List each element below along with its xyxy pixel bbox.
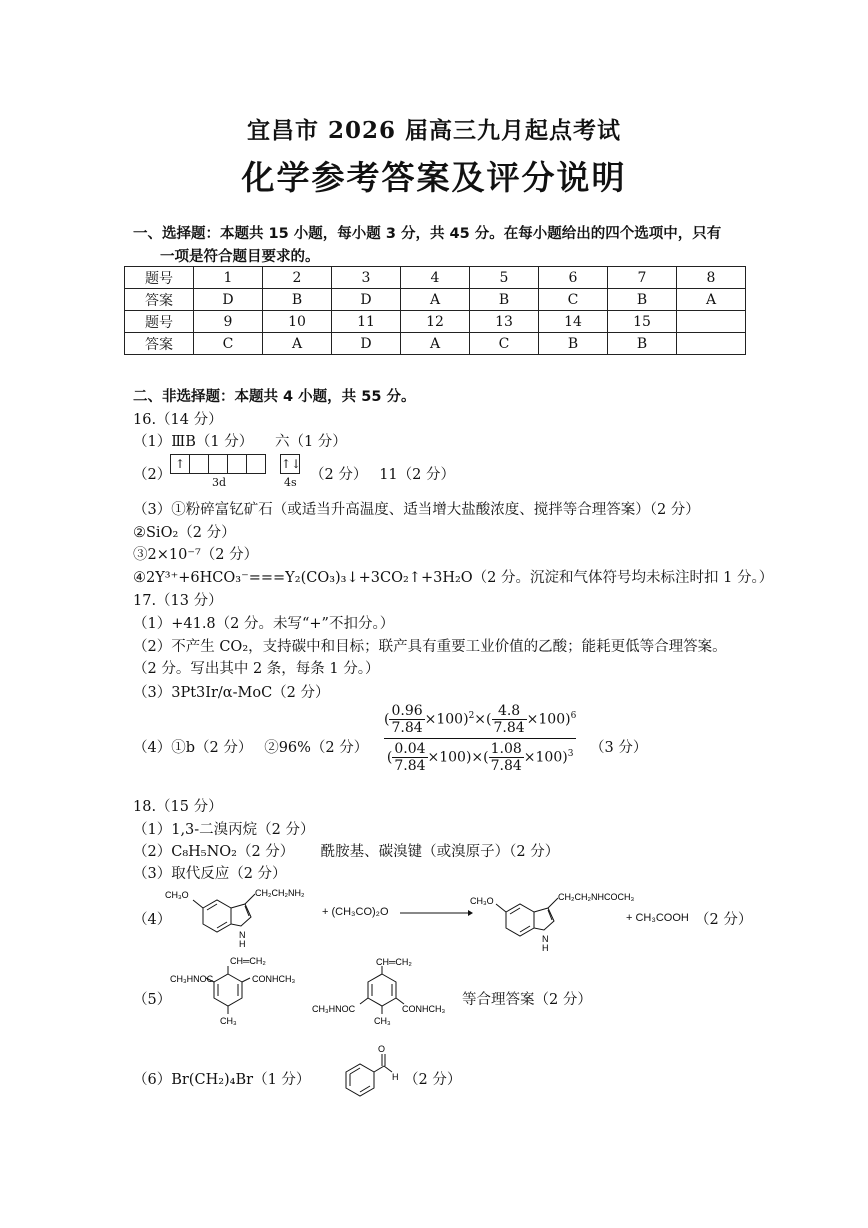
table-cell: 1 bbox=[194, 267, 263, 289]
q18-part6-score: （2 分） bbox=[404, 1072, 462, 1088]
expression-denominator: ( $\frac{0.04}{7.84}$ ×100)×( $\frac{1.08}{7.84}$ ×100)$^3$ bbox=[386, 741, 574, 774]
q17-part3: （3）3Pt3Ir/α-MoC（2 分） bbox=[133, 685, 330, 701]
q18-title: 18.（15 分） bbox=[133, 799, 223, 815]
table-cell: 14 bbox=[539, 311, 608, 333]
benzaldehyde-structure bbox=[328, 1042, 408, 1108]
orbital-box bbox=[227, 454, 247, 474]
table-cell bbox=[677, 333, 746, 355]
q18-part1: （1）1,3-二溴丙烷（2 分） bbox=[133, 822, 315, 838]
q16-part3b: ②SiO₂（2 分） bbox=[133, 525, 236, 541]
table-cell: A bbox=[263, 333, 332, 355]
acetic-acid-label: + CH₃COOH bbox=[626, 912, 689, 924]
q17-title: 17.（13 分） bbox=[133, 593, 223, 609]
q16-title: 16.（14 分） bbox=[133, 412, 223, 428]
q16-part2-label: （2） bbox=[133, 467, 172, 483]
table-row-header: 答案 bbox=[125, 289, 194, 311]
isomer-structure-2 bbox=[312, 956, 462, 1036]
table-cell: 9 bbox=[194, 311, 263, 333]
table-cell: 7 bbox=[608, 267, 677, 289]
table-row bbox=[125, 267, 746, 289]
orbital-label-3d: 3d bbox=[212, 476, 227, 489]
orbital-diagram-3d bbox=[171, 453, 266, 474]
q16-part2-score: （2 分） 11（2 分） bbox=[310, 467, 455, 483]
table-cell: B bbox=[263, 289, 332, 311]
table-cell: 2 bbox=[263, 267, 332, 289]
table-cell: B bbox=[608, 289, 677, 311]
table-cell: D bbox=[332, 289, 401, 311]
table-cell: 6 bbox=[539, 267, 608, 289]
table-cell: A bbox=[401, 333, 470, 355]
q17-part2: （2）不产生 CO₂，支持碳中和目标；联产具有重要工业价值的乙酸；能耗更低等合理答案。 bbox=[133, 639, 727, 655]
table-cell: C bbox=[539, 289, 608, 311]
equilibrium-constant-expression bbox=[384, 703, 576, 774]
table-cell: 13 bbox=[470, 311, 539, 333]
table-row-header: 题号 bbox=[125, 311, 194, 333]
vinyl-label: CH═CH₂ bbox=[230, 956, 266, 966]
q17-part4-score: （3 分） bbox=[590, 740, 648, 756]
q16-part3: （3）①粉碎富钇矿石（或适当升高温度、适当增大盐酸浓度、搅拌等合理答案）（2 分） bbox=[133, 502, 700, 518]
aldehyde-h-label: H bbox=[392, 1072, 399, 1082]
q17-part1: （1）+41.8（2 分。未写“+”不扣分。） bbox=[133, 616, 395, 632]
amide-right-label: CONHCH₃ bbox=[402, 1004, 446, 1014]
answer-table bbox=[124, 266, 746, 355]
table-cell: D bbox=[332, 333, 401, 355]
q18-part6: （6）Br(CH₂)₄Br（1 分） bbox=[133, 1072, 311, 1088]
table-row bbox=[125, 289, 746, 311]
table-cell: D bbox=[194, 289, 263, 311]
table-cell: 11 bbox=[332, 311, 401, 333]
tryptamine-structure bbox=[163, 884, 333, 948]
section2-heading: 二、非选择题：本题共 4 小题，共 55 分。 bbox=[133, 389, 416, 405]
indole-h-label: H bbox=[542, 943, 549, 953]
acetic-anhydride-label: + (CH₃CO)₂O bbox=[322, 906, 389, 918]
amide-left-label: CH₃HNOC bbox=[170, 974, 214, 984]
orbital-box bbox=[208, 454, 228, 474]
table-cell: 15 bbox=[608, 311, 677, 333]
orbital-label-4s: 4s bbox=[284, 476, 297, 489]
q16-part3c: ③2×10⁻⁷（2 分） bbox=[133, 547, 259, 563]
section1-heading-line2: 一项是符合题目要求的。 bbox=[160, 249, 320, 265]
table-cell: 8 bbox=[677, 267, 746, 289]
orbital-diagram-4s bbox=[281, 453, 300, 474]
isomer-structure-1 bbox=[168, 952, 318, 1032]
q17-part4: （4）①b（2 分） ②96%（2 分） bbox=[133, 740, 369, 756]
table-cell: A bbox=[677, 289, 746, 311]
methyl-label: CH₃ bbox=[374, 1016, 391, 1026]
q18-part4-label: （4） bbox=[133, 912, 172, 928]
indole-h-label: H bbox=[239, 939, 246, 949]
table-cell: 3 bbox=[332, 267, 401, 289]
amide-left-label: CH₃HNOC bbox=[312, 1004, 356, 1014]
table-row-header: 题号 bbox=[125, 267, 194, 289]
carbonyl-o-label: O bbox=[378, 1044, 386, 1054]
q16-part1: （1）ⅢB（1 分） 六（1 分） bbox=[133, 434, 347, 450]
table-cell: 10 bbox=[263, 311, 332, 333]
acetamide-side-chain-label: CH₂CH₂NHCOCH₃ bbox=[558, 892, 635, 902]
table-row-header: 答案 bbox=[125, 333, 194, 355]
table-row bbox=[125, 333, 746, 355]
answer-title: 化学参考答案及评分说明 bbox=[241, 158, 627, 197]
section1-heading-line1: 一、选择题：本题共 15 小题，每小题 3 分，共 45 分。在每小题给出的四个选项中，只有 bbox=[133, 226, 722, 242]
table-cell: 4 bbox=[401, 267, 470, 289]
table-cell bbox=[677, 311, 746, 333]
orbital-box bbox=[246, 454, 266, 474]
amide-right-label: CONHCH₃ bbox=[252, 974, 296, 984]
table-cell: 5 bbox=[470, 267, 539, 289]
q16-part3d: ④2Y³⁺+6HCO₃⁻===Y₂(CO₃)₃↓+3CO₂↑+3H₂O（2 分。沉淀和气体符号均未标注时扣 1 分。） bbox=[133, 570, 774, 586]
reaction-arrow bbox=[398, 904, 473, 918]
q18-part4-score: （2 分） bbox=[695, 912, 753, 928]
methoxy-label: CH₃O bbox=[165, 890, 189, 900]
methoxy-label: CH₃O bbox=[470, 896, 494, 906]
indole-n-label: N bbox=[542, 934, 549, 944]
expression-numerator: ( $\frac{0.96}{7.84}$ ×100)$^2$×( $\frac{4.8}{7.84}$ ×100)$^6$ bbox=[384, 703, 576, 739]
table-cell: B bbox=[608, 333, 677, 355]
q17-part2b: （2 分。写出其中 2 条，每条 1 分。） bbox=[133, 661, 380, 677]
orbital-box: ↑ bbox=[170, 454, 190, 474]
q18-part5-label: （5） bbox=[133, 992, 172, 1008]
table-cell: C bbox=[194, 333, 263, 355]
orbital-box: ↑↓ bbox=[280, 454, 300, 474]
table-cell: B bbox=[470, 289, 539, 311]
table-cell: A bbox=[401, 289, 470, 311]
q18-part3: （3）取代反应（2 分） bbox=[133, 866, 287, 882]
indole-n-label: N bbox=[239, 930, 246, 940]
table-cell: 12 bbox=[401, 311, 470, 333]
q18-part5-note: 等合理答案（2 分） bbox=[462, 992, 592, 1008]
side-chain-label: CH₂CH₂NH₂ bbox=[255, 888, 305, 898]
methyl-label: CH₃ bbox=[220, 1016, 237, 1026]
table-cell: C bbox=[470, 333, 539, 355]
q18-part2: （2）C₈H₅NO₂（2 分） 酰胺基、碳溴键（或溴原子）（2 分） bbox=[133, 844, 560, 860]
exam-title: 宜昌市 2026 届高三九月起点考试 bbox=[246, 117, 622, 144]
vinyl-label: CH═CH₂ bbox=[376, 957, 412, 967]
orbital-box bbox=[189, 454, 209, 474]
table-cell: B bbox=[539, 333, 608, 355]
table-row bbox=[125, 311, 746, 333]
